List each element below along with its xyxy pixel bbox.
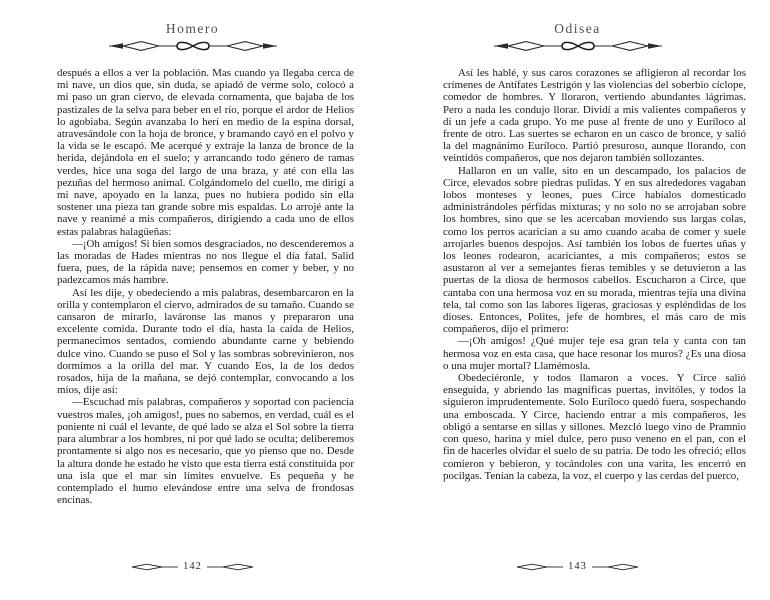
left-page-footer (0, 561, 385, 572)
footer-ornament-left-icon (515, 562, 563, 572)
page-number: 143 (568, 561, 587, 572)
diamond-infinity-divider-icon (107, 38, 279, 54)
paragraph: —¡Oh amigos! ¿Qué mujer teje esa gran tela y canta con tan hermosa voz en esta casa, que hace resonar los muros? ¿Es una diosa o una mujer mortal? Llamémosla. (443, 335, 746, 372)
paragraph: Hallaron en un valle, sito en un descampado, los palacios de Circe, elevados sobre piedras pulidas. Y en sus alrededores vagaban lobos monteses y leones, pues Circe habíalos domesticado administrándoles pérfidas mixturas; y no solo no se arrojaban sobre los hombres, sino que se les acercaban moviendo sus largas colas, como los perros acarician a su amo cuando acaba de comer y suele arrojarles buenos despojos. Así también los lobos de fuertes uñas y los leones rodearon, acariciantes, a mis compañeros; estos se asustaron al ver a semejantes fieras temibles y se detuvieron a las puertas de la diosa de hermosos cabellos. Escucharon a Circe, que cantaba con una hermosa voz en su morada, mientras tejía una divina tela, tal como son las labores ligeras, graciosas y espléndidas de los dioses. Entonces, Polites, jefe de hombres, el más caro de mis compañeros, dijo el primero: (443, 164, 746, 336)
paragraph: Obedeciéronle, y todos llamaron a voces. Y Circe salió enseguida, y abriendo las magníficas puertas, invitóles, y todos la siguieron imprudentemente. Solo Euríloco quedó fuera, sospechando una emboscada. Y Circe, haciendo entrar a mis compañeros, les obligó a sentarse en sillas y sillones. Mezcló luego vino de Pramnio con queso, harina y miel dulce, pero puso veneno en el pan, con el fin de hacerles olvidar el suelo de su patria. De todo les ofreció; ellos comieron y bebieron, y tocándoles con una varita, les encerró en pocilgas. Tenían la cabeza, la voz, el cuerpo y las cerdas del puerco, (443, 372, 746, 482)
right-page-footer (385, 561, 770, 572)
footer-ornament-left-icon (130, 562, 178, 572)
left-body-text (57, 67, 354, 506)
right-body-text (443, 67, 746, 482)
paragraph: —Escuchad mis palabras, compañeros y soportad con paciencia vuestros males, ¡oh amigos!, pues no sabemos, en verdad, cuál es el poniente ni cuál el levante, de qué lado se alza el Sol sobre la tierra para alumbrar a los hombres, ni por qué lado se oculta; deliberemos prontamente si algo nos es necesario, que yo pienso que no. Desde la altura donde he estado he visto que esta tierra está constituida por una isla que el mar sin límites envuelve. Es pequeña y he contemplado el humo elevándose entre una selva de frondosas encinas. (57, 396, 354, 507)
footer-ornament-right-icon (592, 562, 640, 572)
left-running-head: Homero (165, 21, 220, 36)
diamond-infinity-divider-icon (492, 38, 664, 54)
paragraph: después a ellos a ver la población. Mas cuando ya llegaba cerca de mi nave, un dios que, sin duda, se apiadó de verme solo, colocó a mi paso un gran ciervo, de elevada cornamenta, que bajaba de los pastizales de la selva para beber en el río, porque el ardor de Helios lo agobiaba. Según avanzaba lo herí en medio de la espina dorsal, atravesándole con la hoja de bronce, y bramando cayó en el polvo y la vida se le escapó. Me acerqué y extraje la lanza de bronce de la herida, dejándola en el suelo; y arrancando todo género de ramas verdes, hice una soga del largo de una braza, y até con ella las pezuñas del hermoso animal. Colgándomelo del cuello, me dirigí a mi nave, apoyado en la lanza, pues no hubiera podido sin ella sostener una pieza tan grande sobre mis espaldas. Lo arrojé ante la nave y reanimé a mis compañeros, dirigiendo a cada uno de ellos estas palabras halagüeñas: (57, 67, 354, 238)
page-number: 142 (183, 561, 202, 572)
paragraph: Así les dije, y obedeciendo a mis palabras, desembarcaron en la orilla y contemplaron el ciervo, admirados de su tamaño. Cuando se cansaron de mirarlo, laváronse las manos y prepararon una excelente comida. Durante todo el día, hasta la caída de Helios, permanecimos sentados, comiendo abundante carne y bebiendo dulce vino. Cuando se puso el Sol y las sombras sobrevinieron, nos dormimos a la orilla del mar. Y cuando Eos, la de los dedos rosados, hija de la mañana, se dejó contemplar, convocando a los míos, dije así: (57, 286, 354, 397)
header-divider-ornament (492, 38, 664, 54)
paragraph: —¡Oh amigos! Si bien somos desgraciados, no descenderemos a las moradas de Hades mientras no nos llegue el día fatal. Salid fuera, pues, de la rápida nave; pensemos en comer y beber, y no padezcamos más hambre. (57, 237, 354, 287)
footer-ornament-right-icon (207, 562, 255, 572)
header-divider-ornament (107, 38, 279, 54)
right-running-head: Odisea (554, 21, 601, 36)
right-page (385, 0, 770, 600)
paragraph: Así les hablé, y sus caros corazones se afligieron al recordar los crímenes de Antífates Lestrigón y las violencias del soberbio cíclope, comedor de hombres. Y lloraron, vertiendo abundantes lágrimas. Pero a nada les condujo llorar. Dividí a mis valientes compañeros y di un jefe a cada grupo. Yo me puse al frente de uno y Euríloco al frente de otro. Las suertes se echaron en un casco de bronce, y salió la del magnánimo Euríloco. Partió presuroso, aunque llorando, con veintidós compañeros, que nos dejaron también sollozantes. (443, 67, 746, 165)
